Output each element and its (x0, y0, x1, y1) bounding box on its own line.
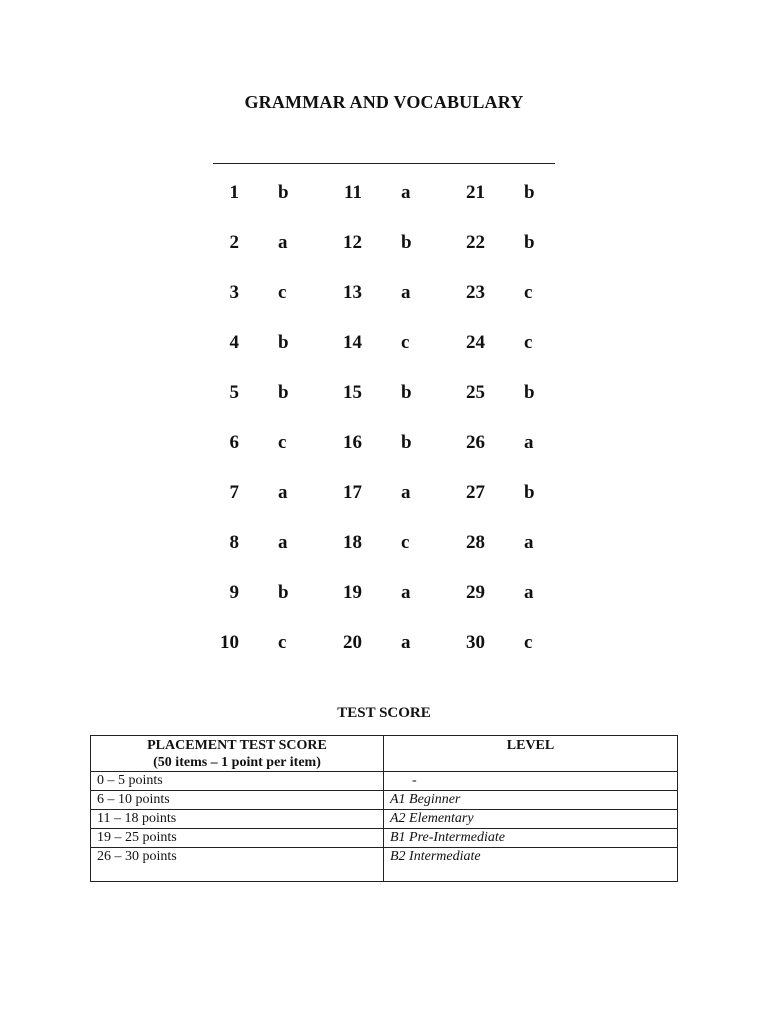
question-number: 1 (229, 182, 239, 203)
level-cell: B1 Pre-Intermediate (384, 829, 678, 848)
answer-letter: b (524, 232, 535, 253)
table-row (91, 772, 678, 791)
answer-letter: b (401, 382, 412, 403)
table-row (91, 810, 678, 829)
answer-row (0, 418, 768, 468)
table-header-row (91, 736, 678, 772)
answer-row (0, 218, 768, 268)
answer-key-grid (0, 168, 768, 670)
answer-row (0, 318, 768, 368)
title-divider (213, 163, 555, 164)
answer-row (0, 568, 768, 618)
answer-letter: a (524, 582, 534, 603)
answer-row (0, 368, 768, 418)
level-column-header: LEVEL (384, 736, 678, 772)
answer-letter: c (401, 532, 410, 553)
page-title: GRAMMAR AND VOCABULARY (244, 92, 524, 112)
points-cell: 26 – 30 points (91, 848, 384, 882)
answer-letter: b (278, 382, 289, 403)
score-header-sublabel: (50 items – 1 point per item) (153, 755, 321, 770)
points-cell: 0 – 5 points (91, 772, 384, 791)
question-number: 21 (466, 182, 485, 203)
question-number: 9 (229, 582, 239, 603)
answer-letter: a (278, 232, 288, 253)
answer-letter: a (278, 532, 288, 553)
answer-row (0, 468, 768, 518)
table-row (91, 791, 678, 810)
question-number: 20 (343, 632, 362, 653)
answer-letter: a (401, 482, 411, 503)
level-cell: A2 Elementary (384, 810, 678, 829)
question-number: 16 (343, 432, 362, 453)
answer-letter: b (524, 482, 535, 503)
question-number: 25 (466, 382, 485, 403)
question-number: 8 (229, 532, 239, 553)
answer-letter: a (524, 532, 534, 553)
question-number: 24 (466, 332, 485, 353)
table-row (91, 848, 678, 882)
question-number: 5 (229, 382, 239, 403)
answer-row (0, 268, 768, 318)
answer-letter: a (401, 182, 411, 203)
question-number: 7 (229, 482, 239, 503)
answer-letter: b (524, 382, 535, 403)
score-header-label: PLACEMENT TEST SCORE (147, 738, 327, 753)
answer-letter: b (278, 182, 289, 203)
question-number: 13 (343, 282, 362, 303)
table-row (91, 829, 678, 848)
answer-letter: b (524, 182, 535, 203)
question-number: 12 (343, 232, 362, 253)
question-number: 4 (229, 332, 239, 353)
question-number: 3 (229, 282, 239, 303)
points-cell: 19 – 25 points (91, 829, 384, 848)
level-cell: A1 Beginner (384, 791, 678, 810)
question-number: 23 (466, 282, 485, 303)
answer-letter: c (278, 632, 287, 653)
question-number: 15 (343, 382, 362, 403)
question-number: 11 (344, 182, 362, 203)
level-cell: B2 Intermediate (384, 848, 678, 882)
test-score-heading: TEST SCORE (337, 705, 431, 721)
answer-letter: c (524, 632, 533, 653)
points-cell: 11 – 18 points (91, 810, 384, 829)
answer-letter: b (401, 232, 412, 253)
answer-letter: b (278, 582, 289, 603)
question-number: 22 (466, 232, 485, 253)
answer-letter: a (278, 482, 288, 503)
answer-row (0, 518, 768, 568)
answer-letter: b (278, 332, 289, 353)
question-number: 26 (466, 432, 485, 453)
answer-row (0, 618, 768, 668)
question-number: 29 (466, 582, 485, 603)
score-column-header (91, 736, 384, 772)
answer-row (0, 168, 768, 218)
answer-letter: a (401, 582, 411, 603)
level-cell: - (384, 772, 678, 791)
answer-letter: a (524, 432, 534, 453)
question-number: 27 (466, 482, 485, 503)
question-number: 28 (466, 532, 485, 553)
question-number: 14 (343, 332, 362, 353)
question-number: 6 (229, 432, 239, 453)
question-number: 18 (343, 532, 362, 553)
answer-letter: c (278, 282, 287, 303)
score-level-table (90, 735, 678, 882)
question-number: 2 (229, 232, 239, 253)
answer-letter: c (278, 432, 287, 453)
question-number: 30 (466, 632, 485, 653)
answer-letter: c (524, 332, 533, 353)
answer-letter: c (401, 332, 410, 353)
question-number: 19 (343, 582, 362, 603)
answer-letter: a (401, 282, 411, 303)
question-number: 17 (343, 482, 362, 503)
points-cell: 6 – 10 points (91, 791, 384, 810)
answer-letter: c (524, 282, 533, 303)
answer-letter: a (401, 632, 411, 653)
question-number: 10 (220, 632, 239, 653)
answer-letter: b (401, 432, 412, 453)
